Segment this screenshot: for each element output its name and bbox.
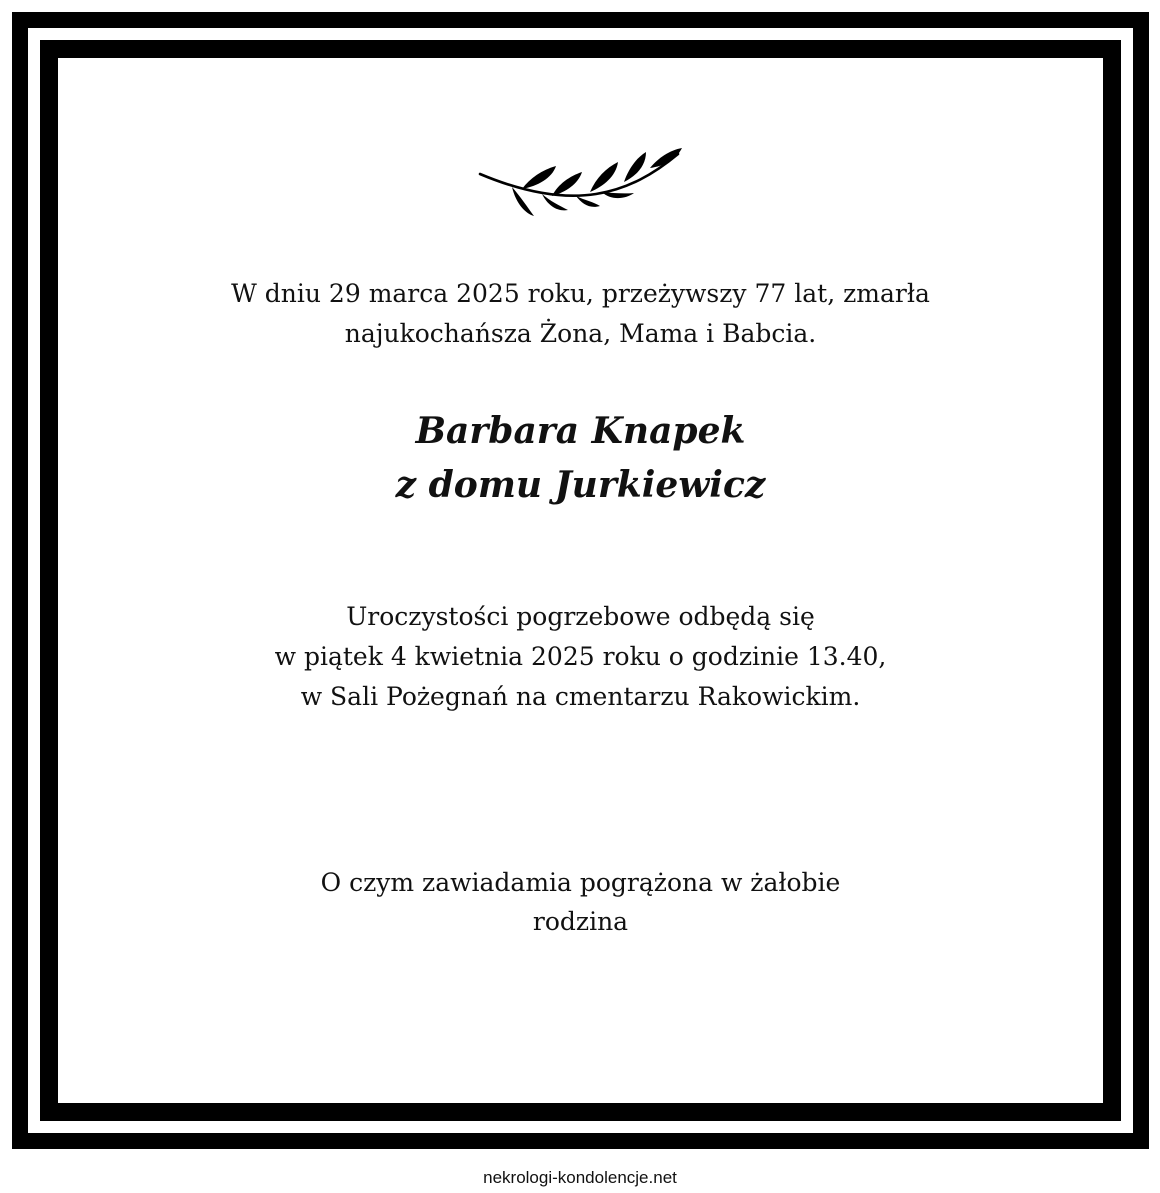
site-footer: nekrologi-kondolencje.net [483, 1168, 677, 1187]
deceased-name-block [58, 404, 1103, 512]
closing-line: rodzina [532, 907, 629, 936]
announcement-line: W dniu 29 marca 2025 roku, przeżywszy 77 lat, zmarła [231, 279, 930, 308]
announcement-line: najukochańsza Żona, Mama i Babcia. [344, 319, 817, 348]
funeral-line: w Sali Pożegnań na cmentarzu Rakowickim. [300, 682, 861, 711]
deceased-maiden-name: z domu Jurkiewicz [395, 464, 766, 506]
deceased-name: Barbara Knapek [415, 410, 746, 452]
olive-branch-icon [478, 146, 683, 224]
funeral-line: Uroczystości pogrzebowe odbędą się [346, 602, 815, 631]
funeral-line: w piątek 4 kwietnia 2025 roku o godzinie 13.40, [274, 642, 887, 671]
closing-line: O czym zawiadamia pogrążona w żałobie [320, 868, 841, 897]
obituary-card [58, 58, 1103, 1103]
funeral-details [58, 597, 1103, 717]
announcement-text [58, 274, 1103, 354]
closing-text [58, 863, 1103, 941]
